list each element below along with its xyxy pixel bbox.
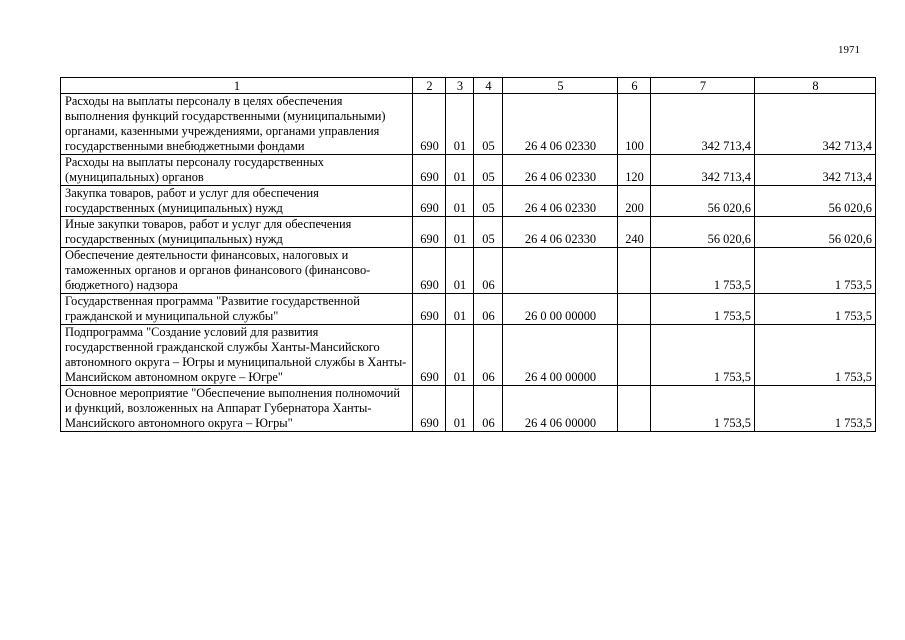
col-header-1: 1 bbox=[61, 78, 413, 94]
target-article-code: 26 4 00 00000 bbox=[503, 325, 618, 386]
ministry-code: 690 bbox=[413, 386, 446, 432]
subsection-code: 06 bbox=[474, 294, 503, 325]
expense-type-code bbox=[618, 386, 651, 432]
amount-col-7: 1 753,5 bbox=[651, 325, 755, 386]
amount-col-8: 56 020,6 bbox=[755, 186, 876, 217]
section-code: 01 bbox=[446, 386, 474, 432]
section-code: 01 bbox=[446, 325, 474, 386]
target-article-code bbox=[503, 248, 618, 294]
table-row bbox=[61, 325, 876, 386]
amount-col-7: 56 020,6 bbox=[651, 186, 755, 217]
col-header-7: 7 bbox=[651, 78, 755, 94]
amount-col-8: 1 753,5 bbox=[755, 386, 876, 432]
ministry-code: 690 bbox=[413, 248, 446, 294]
table-row bbox=[61, 94, 876, 155]
table-row bbox=[61, 186, 876, 217]
expense-type-code bbox=[618, 325, 651, 386]
col-header-6: 6 bbox=[618, 78, 651, 94]
subsection-code: 06 bbox=[474, 325, 503, 386]
row-name: Расходы на выплаты персоналу в целях обеспечения выполнения функций государственными (муниципальными) органами, казенными учреждениями, органами управления государственными внебюджетными фондами bbox=[61, 94, 413, 155]
subsection-code: 05 bbox=[474, 217, 503, 248]
row-name: Закупка товаров, работ и услуг для обеспечения государственных (муниципальных) нужд bbox=[61, 186, 413, 217]
expense-type-code: 100 bbox=[618, 94, 651, 155]
subsection-code: 05 bbox=[474, 155, 503, 186]
table-row bbox=[61, 248, 876, 294]
target-article-code: 26 4 06 02330 bbox=[503, 155, 618, 186]
expense-type-code: 240 bbox=[618, 217, 651, 248]
section-code: 01 bbox=[446, 186, 474, 217]
table-row bbox=[61, 386, 876, 432]
expense-type-code: 120 bbox=[618, 155, 651, 186]
amount-col-8: 1 753,5 bbox=[755, 325, 876, 386]
ministry-code: 690 bbox=[413, 94, 446, 155]
col-header-5: 5 bbox=[503, 78, 618, 94]
ministry-code: 690 bbox=[413, 294, 446, 325]
target-article-code: 26 4 06 02330 bbox=[503, 217, 618, 248]
page-number: 1971 bbox=[838, 44, 860, 56]
row-name: Основное мероприятие "Обеспечение выполнения полномочий и функций, возложенных на Аппарат Губернатора Ханты-Мансийского автономного округа – Югры" bbox=[61, 386, 413, 432]
amount-col-7: 342 713,4 bbox=[651, 155, 755, 186]
amount-col-8: 342 713,4 bbox=[755, 155, 876, 186]
table-row bbox=[61, 294, 876, 325]
row-name: Иные закупки товаров, работ и услуг для обеспечения государственных (муниципальных) нужд bbox=[61, 217, 413, 248]
table-row bbox=[61, 217, 876, 248]
section-code: 01 bbox=[446, 294, 474, 325]
amount-col-8: 1 753,5 bbox=[755, 294, 876, 325]
amount-col-7: 1 753,5 bbox=[651, 294, 755, 325]
section-code: 01 bbox=[446, 155, 474, 186]
row-name: Расходы на выплаты персоналу государственных (муниципальных) органов bbox=[61, 155, 413, 186]
target-article-code: 26 4 06 00000 bbox=[503, 386, 618, 432]
amount-col-7: 56 020,6 bbox=[651, 217, 755, 248]
expense-type-code bbox=[618, 248, 651, 294]
expense-type-code bbox=[618, 294, 651, 325]
target-article-code: 26 4 06 02330 bbox=[503, 186, 618, 217]
table-row bbox=[61, 155, 876, 186]
row-name: Обеспечение деятельности финансовых, налоговых и таможенных органов и органов финансового (финансово-бюджетного) надзора bbox=[61, 248, 413, 294]
col-header-3: 3 bbox=[446, 78, 474, 94]
header-row bbox=[61, 78, 876, 94]
section-code: 01 bbox=[446, 94, 474, 155]
subsection-code: 05 bbox=[474, 94, 503, 155]
col-header-4: 4 bbox=[474, 78, 503, 94]
amount-col-8: 56 020,6 bbox=[755, 217, 876, 248]
expense-type-code: 200 bbox=[618, 186, 651, 217]
col-header-8: 8 bbox=[755, 78, 876, 94]
section-code: 01 bbox=[446, 217, 474, 248]
target-article-code: 26 0 00 00000 bbox=[503, 294, 618, 325]
row-name: Подпрограмма "Создание условий для развития государственной гражданской службы Ханты-Мансийского автономного округа – Югры и муниципальной службы в Ханты-Мансийском автономном округе – Югре" bbox=[61, 325, 413, 386]
subsection-code: 05 bbox=[474, 186, 503, 217]
amount-col-8: 1 753,5 bbox=[755, 248, 876, 294]
col-header-2: 2 bbox=[413, 78, 446, 94]
amount-col-8: 342 713,4 bbox=[755, 94, 876, 155]
amount-col-7: 1 753,5 bbox=[651, 248, 755, 294]
target-article-code: 26 4 06 02330 bbox=[503, 94, 618, 155]
row-name: Государственная программа "Развитие государственной гражданской и муниципальной службы" bbox=[61, 294, 413, 325]
ministry-code: 690 bbox=[413, 186, 446, 217]
amount-col-7: 342 713,4 bbox=[651, 94, 755, 155]
budget-table bbox=[60, 77, 876, 432]
ministry-code: 690 bbox=[413, 155, 446, 186]
amount-col-7: 1 753,5 bbox=[651, 386, 755, 432]
subsection-code: 06 bbox=[474, 386, 503, 432]
section-code: 01 bbox=[446, 248, 474, 294]
ministry-code: 690 bbox=[413, 217, 446, 248]
subsection-code: 06 bbox=[474, 248, 503, 294]
ministry-code: 690 bbox=[413, 325, 446, 386]
